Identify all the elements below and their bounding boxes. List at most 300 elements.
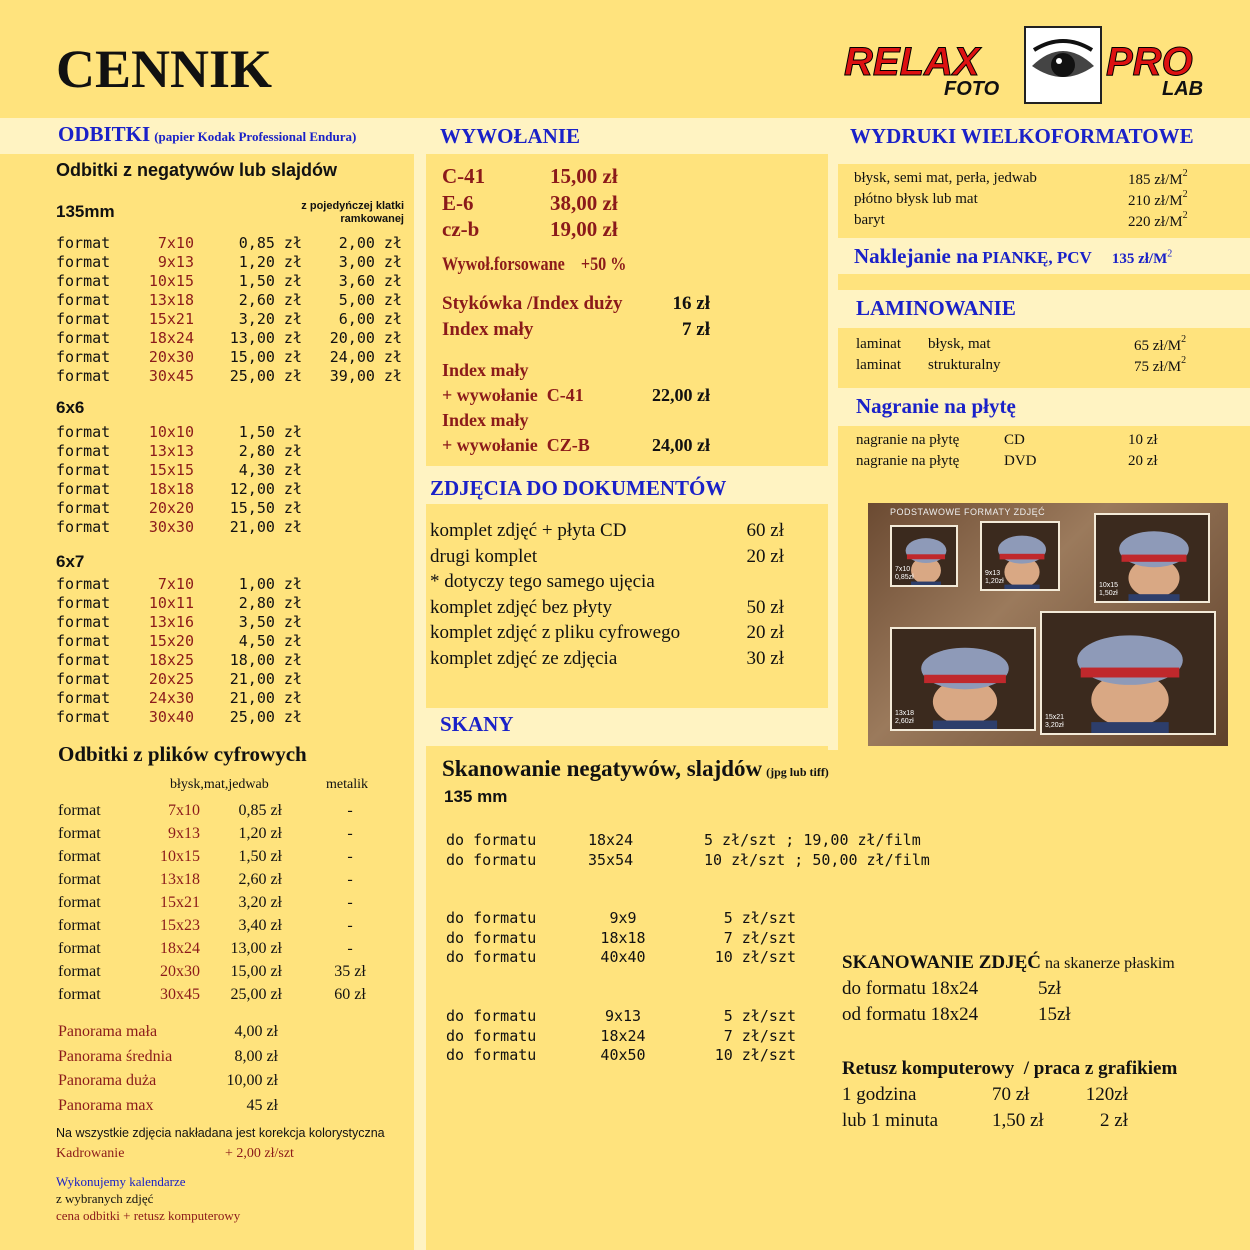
retusz-price: 70 zł xyxy=(992,1084,1030,1105)
metalik-price: - xyxy=(347,848,353,865)
format-size: 20x30 xyxy=(160,963,200,980)
collage-price: 1,50zł xyxy=(1099,590,1118,597)
scan-label: do formatu xyxy=(446,909,537,927)
scan-row xyxy=(446,909,966,929)
metalik-price: - xyxy=(347,825,353,842)
laminat-price-value: 65 zł/M xyxy=(1134,338,1182,354)
format-label: format xyxy=(56,329,111,347)
doc-item: komplet zdjęć + płyta CD xyxy=(430,520,627,541)
column-divider xyxy=(414,118,426,1250)
collage-label xyxy=(895,566,914,582)
collage-size: 13x18 xyxy=(895,710,915,717)
format-label: format xyxy=(56,575,111,593)
format-size: 13x18 xyxy=(160,871,200,888)
doc-price: 30 zł xyxy=(746,647,784,669)
format-label: format xyxy=(58,802,101,819)
print-type: błysk, semi mat, perła, jedwab xyxy=(854,170,1037,186)
price-row-6x6 xyxy=(56,518,406,537)
price: 21,00 zł xyxy=(229,518,302,536)
wywolanie-row xyxy=(442,164,702,191)
process-price: 15,00 zł xyxy=(550,164,618,188)
format-size: 15x20 xyxy=(148,632,194,650)
metalik-price: - xyxy=(347,894,353,911)
cyfrowe-row xyxy=(58,917,408,940)
format-size: 13x16 xyxy=(148,613,194,631)
price: 4,30 zł xyxy=(238,461,302,479)
scan-label: do formatu xyxy=(446,831,537,849)
format-label: format xyxy=(56,442,111,460)
scan-price: 7 zł/szt xyxy=(723,1026,796,1045)
wywolanie-row xyxy=(442,191,702,218)
panorama-row xyxy=(58,1048,408,1073)
laminat-label: laminat xyxy=(856,357,901,373)
nagranie-price: 10 zł xyxy=(1128,432,1158,448)
laminat-price-value: 75 zł/M xyxy=(1134,359,1182,375)
doc-item: komplet zdjęć ze zdjęcia xyxy=(430,647,618,669)
price-row-6x6 xyxy=(56,480,406,499)
combo1-price: 22,00 zł xyxy=(652,385,710,405)
scan-format: 35x54 xyxy=(588,850,634,869)
price-row-6x7 xyxy=(56,613,406,632)
media-type: CD xyxy=(1004,432,1025,448)
metalik-price: 60 zł xyxy=(334,986,366,1003)
format-size: 24x30 xyxy=(148,689,194,707)
format-label: format xyxy=(56,310,111,328)
scan-format: 9x9 xyxy=(609,909,637,927)
format-label: format xyxy=(58,963,101,980)
correction-note: Na wszystkie zdjęcia nakładana jest korekcja kolorystyczna xyxy=(56,1126,385,1140)
print-price xyxy=(1128,212,1188,231)
price: 18,00 zł xyxy=(229,651,302,669)
price: 25,00 zł xyxy=(229,708,302,726)
doc-price: 60 zł xyxy=(746,520,784,541)
retusz-price-graphic: 2 zł xyxy=(1100,1110,1128,1131)
collage-photo xyxy=(1094,513,1210,603)
price-row-135 xyxy=(56,310,406,329)
price-framed: 6,00 zł xyxy=(338,310,402,328)
price-row-6x7 xyxy=(56,594,406,613)
collage-size: 15x21 xyxy=(1045,714,1065,721)
format-label: format xyxy=(56,670,111,688)
wywolanie-row xyxy=(442,217,702,244)
format-label: format xyxy=(58,848,101,865)
format-size: 15x23 xyxy=(160,917,200,934)
collage-caption: PODSTAWOWE FORMATY ZDJĘĆ xyxy=(890,507,1046,517)
price: 25,00 zł xyxy=(230,986,282,1003)
panorama-price: 45 zł xyxy=(246,1096,278,1114)
laminat-price xyxy=(1134,357,1186,376)
nagranie-heading: Nagranie na płytę xyxy=(856,394,1016,418)
price-row-135 xyxy=(56,367,406,386)
cyfrowe-row xyxy=(58,802,408,825)
scan-price: 10 zł/szt xyxy=(714,1046,796,1064)
format-size: 20x20 xyxy=(148,499,194,517)
cyfrowe-row xyxy=(58,871,408,894)
scan-price: 10 zł/szt xyxy=(714,948,796,966)
column-divider-2 xyxy=(828,118,838,750)
cyfrowe-heading: Odbitki z plików cyfrowych xyxy=(58,742,307,766)
price: 21,00 zł xyxy=(229,689,302,707)
media-type: DVD xyxy=(1004,453,1037,469)
scan-label: do formatu xyxy=(446,948,537,966)
format-size: 7x10 xyxy=(157,234,194,252)
scan-price: 5 zł/szt xyxy=(723,909,796,927)
format-size: 18x18 xyxy=(148,480,194,498)
price: 1,20 zł xyxy=(238,253,302,271)
dokumenty-row xyxy=(430,597,790,623)
format-label: format xyxy=(56,651,111,669)
doc-price: 50 zł xyxy=(746,596,784,618)
format-size: 7x10 xyxy=(168,802,200,819)
collage-label xyxy=(1045,714,1064,730)
retusz-heading: Retusz komputerowy / praca z grafikiem xyxy=(842,1058,1178,1079)
print-price-value: 220 zł/M xyxy=(1128,214,1183,230)
cyfrowe-col2: metalik xyxy=(326,777,368,792)
cyfrowe-row xyxy=(58,825,408,848)
skan-zdjec-row xyxy=(842,1004,1242,1030)
price: 15,00 zł xyxy=(229,348,302,366)
superscript: 2 xyxy=(1182,168,1188,179)
price: 1,00 zł xyxy=(238,575,302,593)
panorama-label: Panorama średnia xyxy=(58,1047,173,1065)
combo1-line-b: + wywołanie C-41 xyxy=(442,385,584,405)
price-row-6x7 xyxy=(56,708,406,727)
price: 1,50 zł xyxy=(238,272,302,290)
page-title: CENNIK xyxy=(56,39,273,99)
combo2-price: 24,00 zł xyxy=(652,435,710,455)
wywolanie-heading: WYWOŁANIE xyxy=(440,124,581,148)
price: 3,40 zł xyxy=(238,917,282,934)
collage-photo xyxy=(890,525,958,587)
dokumenty-row xyxy=(430,622,790,648)
format-label: format xyxy=(58,894,101,911)
price: 15,50 zł xyxy=(229,499,302,517)
panorama-label: Panorama duża xyxy=(58,1072,157,1089)
stykowka-label: Stykówka /Index duży xyxy=(442,293,623,314)
panorama-label: Panorama mała xyxy=(58,1023,158,1040)
price-framed: 3,00 zł xyxy=(338,253,402,271)
process-price: 19,00 zł xyxy=(550,217,618,241)
collage-price: 0,85zł xyxy=(895,574,914,581)
skan-zdjec-heading: SKANOWANIE ZDJĘĆ na skanerze płaskim xyxy=(842,952,1175,973)
format-label: format xyxy=(56,480,111,498)
format-label: format xyxy=(56,423,111,441)
panorama-row xyxy=(58,1023,408,1048)
cyfrowe-col1: błysk,mat,jedwab xyxy=(170,777,269,792)
format-size: 15x15 xyxy=(148,461,194,479)
price-row-135 xyxy=(56,291,406,310)
format-size: 9x13 xyxy=(168,825,200,842)
superscript: 2 xyxy=(1182,210,1188,221)
skany-heading: SKANY xyxy=(440,712,514,736)
laminat-type: strukturalny xyxy=(928,357,1001,373)
price: 12,00 zł xyxy=(229,480,302,498)
format-size: 18x24 xyxy=(148,329,194,347)
format-size: 20x30 xyxy=(148,348,194,366)
collage-price: 3,20zł xyxy=(1045,722,1064,729)
retusz-price-graphic: 120zł xyxy=(1085,1084,1128,1105)
doc-item: drugi komplet xyxy=(430,545,538,567)
section-135mm: 135mm xyxy=(56,202,115,221)
superscript: 2 xyxy=(1181,334,1187,345)
skany-title: Skanowanie negatywów, slajdów (jpg lub tiff) xyxy=(442,756,829,781)
format-size: 18x25 xyxy=(148,651,194,669)
price-row-135 xyxy=(56,272,406,291)
price: 2,60 zł xyxy=(238,871,282,888)
price-row-6x6 xyxy=(56,461,406,480)
panorama-label: Panorama max xyxy=(58,1096,154,1114)
format-label: format xyxy=(56,272,111,290)
scan-format: 40x50 xyxy=(600,1046,646,1064)
format-label: format xyxy=(56,613,111,631)
section-6x7: 6x7 xyxy=(56,552,85,571)
price-row-135 xyxy=(56,348,406,367)
price: 1,50 zł xyxy=(238,423,302,441)
format-label: format xyxy=(58,917,101,934)
price: 1,20 zł xyxy=(238,825,282,842)
price-row-135 xyxy=(56,234,406,253)
doc-price: 20 zł xyxy=(746,545,784,567)
format-size: 10x10 xyxy=(148,423,194,441)
scan-label: do formatu xyxy=(446,1046,537,1064)
price-row-6x6 xyxy=(56,423,406,442)
dokumenty-row xyxy=(430,520,790,546)
scan-price: 7 zł/szt xyxy=(723,928,796,947)
price-framed: 20,00 zł xyxy=(329,329,402,347)
process-name: C-41 xyxy=(442,164,486,188)
scan-format: 9x13 xyxy=(604,1007,642,1025)
format-size: 30x45 xyxy=(160,986,200,1003)
dokumenty-row xyxy=(430,648,790,674)
price: 0,85 zł xyxy=(238,234,302,252)
skany-135mm: 135 mm xyxy=(444,787,508,806)
laminat-type: błysk, mat xyxy=(928,336,991,352)
print-type: płótno błysk lub mat xyxy=(854,191,978,207)
print-price xyxy=(1128,170,1188,189)
price: 3,20 zł xyxy=(238,894,282,911)
format-label: format xyxy=(56,499,111,517)
index-maly-label: Index mały xyxy=(442,319,534,340)
eye-icon xyxy=(1024,26,1102,104)
combo2-line-a: Index mały xyxy=(442,410,529,430)
price-framed: 5,00 zł xyxy=(338,291,402,309)
metalik-price: - xyxy=(347,917,353,934)
panorama-row xyxy=(58,1097,408,1122)
scan-format: 18x24 xyxy=(588,831,634,849)
retusz-row xyxy=(842,1084,1242,1110)
price-row-6x6 xyxy=(56,499,406,518)
odbitki-subheading: Odbitki z negatywów lub slajdów xyxy=(56,160,338,180)
skan-zdjec-label: od formatu 18x24 xyxy=(842,1004,979,1025)
format-size: 9x13 xyxy=(157,253,194,271)
price: 2,60 zł xyxy=(238,291,302,309)
price-row-6x7 xyxy=(56,670,406,689)
price: 25,00 zł xyxy=(229,367,302,385)
collage-price: 2,60zł xyxy=(895,718,914,725)
format-size: 15x21 xyxy=(160,894,200,911)
format-size: 20x25 xyxy=(148,670,194,688)
scan-format: 40x40 xyxy=(600,948,646,966)
collage-size: 9x13 xyxy=(985,570,1001,577)
format-label: format xyxy=(58,825,101,842)
panorama-price: 8,00 zł xyxy=(234,1047,278,1065)
metalik-price: 35 zł xyxy=(334,963,366,980)
scan-price: 5 zł/szt ; 19,00 zł/film xyxy=(704,831,921,849)
price: 2,80 zł xyxy=(238,442,302,460)
scan-label: do formatu xyxy=(446,1007,537,1025)
format-label: format xyxy=(58,986,101,1003)
scan-price: 5 zł/szt xyxy=(723,1007,796,1025)
price: 4,50 zł xyxy=(238,632,302,650)
collage-label xyxy=(895,710,914,726)
metalik-price: - xyxy=(347,871,353,888)
doc-item: komplet zdjęć bez płyty xyxy=(430,596,613,618)
skan-zdjec-row xyxy=(842,978,1242,1004)
collage-photo xyxy=(980,521,1060,591)
collage-size: 7x10 xyxy=(895,566,911,573)
price-framed: 3,60 zł xyxy=(338,272,402,290)
skan-zdjec-price: 5zł xyxy=(1038,978,1062,999)
135-note: z pojedyńczej klatki ramkowanej xyxy=(301,200,404,225)
format-label: format xyxy=(56,708,111,726)
price: 15,00 zł xyxy=(230,963,282,980)
format-label: format xyxy=(56,461,111,479)
process-price: 38,00 zł xyxy=(550,190,618,215)
skan-zdjec-label: do formatu 18x24 xyxy=(842,978,979,999)
format-label: format xyxy=(56,689,111,707)
superscript: 2 xyxy=(1181,355,1187,366)
format-size: 13x13 xyxy=(148,442,194,460)
kadrowanie-price: + 2,00 zł/szt xyxy=(225,1146,294,1161)
dokumenty-row xyxy=(430,546,790,572)
format-label: format xyxy=(56,367,111,385)
cyfrowe-row xyxy=(58,986,408,1009)
nagranie-label: nagranie na płytę xyxy=(856,432,960,448)
retusz-unit: lub 1 minuta xyxy=(842,1110,939,1131)
process-name: E-6 xyxy=(442,190,474,215)
scan-label: do formatu xyxy=(446,850,537,869)
format-size: 15x21 xyxy=(148,310,194,328)
collage-photo xyxy=(1040,611,1216,735)
wielkoformat-heading: WYDRUKI WIELKOFORMATOWE xyxy=(850,124,1194,148)
dokumenty-heading: ZDJĘCIA DO DOKUMENTÓW xyxy=(430,476,727,500)
price-row-6x7 xyxy=(56,651,406,670)
format-label: format xyxy=(56,518,111,536)
retusz-price: 1,50 zł xyxy=(992,1110,1044,1131)
cyfrowe-row xyxy=(58,894,408,917)
relax-pro-logo: RELAX PRO FOTO LAB xyxy=(844,26,1220,104)
price-row-135 xyxy=(56,329,406,348)
combo1-line-a: Index mały xyxy=(442,360,529,380)
panorama-price: 10,00 zł xyxy=(226,1072,278,1089)
scan-row xyxy=(446,831,966,851)
format-label: format xyxy=(56,594,111,612)
print-price-value: 210 zł/M xyxy=(1128,193,1183,209)
doc-price: 20 zł xyxy=(746,622,784,643)
print-price-value: 185 zł/M xyxy=(1128,172,1183,188)
cyfrowe-row xyxy=(58,848,408,871)
kalendarze-line-3: cena odbitki + retusz komputerowy xyxy=(56,1208,241,1223)
band-strip xyxy=(838,154,1250,164)
scan-label: do formatu xyxy=(446,928,537,947)
dokumenty-row xyxy=(430,571,790,597)
format-size: 30x40 xyxy=(148,708,194,726)
price-row-6x7 xyxy=(56,689,406,708)
format-size: 10x15 xyxy=(148,272,194,290)
price: 2,80 zł xyxy=(238,594,302,612)
skan-zdjec-price: 15zł xyxy=(1038,1004,1071,1025)
price: 21,00 zł xyxy=(229,670,302,688)
naklejanie-line: Naklejanie na PIANKĘ, PCV 135 $zł/M^2$ xyxy=(854,244,1173,268)
scan-format: 18x24 xyxy=(600,1026,646,1045)
cyfrowe-row xyxy=(58,963,408,986)
format-size: 10x15 xyxy=(160,848,200,865)
price: 13,00 zł xyxy=(229,329,302,347)
retusz-unit: 1 godzina xyxy=(842,1084,917,1105)
retusz-row xyxy=(842,1110,1242,1136)
stykowka-price: 16 zł xyxy=(672,293,710,314)
process-name: cz-b xyxy=(442,217,480,241)
price: 13,00 zł xyxy=(230,940,282,957)
format-size: 18x24 xyxy=(160,940,200,957)
price-row-6x7 xyxy=(56,632,406,651)
nagranie-row xyxy=(856,432,1216,453)
price-row-6x7 xyxy=(56,575,406,594)
format-label: format xyxy=(56,253,111,271)
collage-price: 1,20zł xyxy=(985,578,1004,585)
scan-price: 10 zł/szt ; 50,00 zł/film xyxy=(704,850,930,869)
price-framed: 39,00 zł xyxy=(329,367,402,385)
collage-label xyxy=(985,570,1004,586)
doc-item: komplet zdjęć z pliku cyfrowego xyxy=(430,622,681,643)
panorama-price: 4,00 zł xyxy=(234,1023,278,1040)
print-price xyxy=(1128,191,1188,210)
forsowane-label: Wywoł.forsowane +50 % xyxy=(442,254,627,275)
panorama-row xyxy=(58,1072,408,1097)
price: 0,85 zł xyxy=(238,802,282,819)
format-label: format xyxy=(58,871,101,888)
scan-format: 18x18 xyxy=(600,928,646,947)
format-size: 30x45 xyxy=(148,367,194,385)
child-photo-icon xyxy=(1042,613,1216,735)
kalendarze-line-1: Wykonujemy kalendarze xyxy=(56,1174,186,1189)
scan-row xyxy=(446,929,966,949)
nagranie-label: nagranie na płytę xyxy=(856,453,960,469)
price: 3,20 zł xyxy=(238,310,302,328)
format-label: format xyxy=(56,234,111,252)
format-label: format xyxy=(56,291,111,309)
superscript: 2 xyxy=(1182,189,1188,200)
price-framed: 2,00 zł xyxy=(338,234,402,252)
metalik-price: - xyxy=(347,940,353,957)
format-size: 10x11 xyxy=(148,594,194,612)
price-framed: 24,00 zł xyxy=(329,348,402,366)
combo2-line-b: + wywołanie CZ-B xyxy=(442,435,590,455)
format-size: 7x10 xyxy=(157,575,194,593)
print-type: baryt xyxy=(854,212,885,228)
collage-photo xyxy=(890,627,1036,731)
metalik-price: - xyxy=(347,802,353,819)
nagranie-price: 20 zł xyxy=(1128,453,1158,469)
price: 1,50 zł xyxy=(238,848,282,865)
scan-label: do formatu xyxy=(446,1026,537,1045)
laminat-label: laminat xyxy=(856,336,901,352)
format-size: 13x18 xyxy=(148,291,194,309)
kadrowanie-label: Kadrowanie xyxy=(56,1146,125,1161)
index-maly-price: 7 zł xyxy=(682,319,710,340)
price: 3,50 zł xyxy=(238,613,302,631)
odbitki-heading: ODBITKI (papier Kodak Professional Endura) xyxy=(58,122,357,146)
